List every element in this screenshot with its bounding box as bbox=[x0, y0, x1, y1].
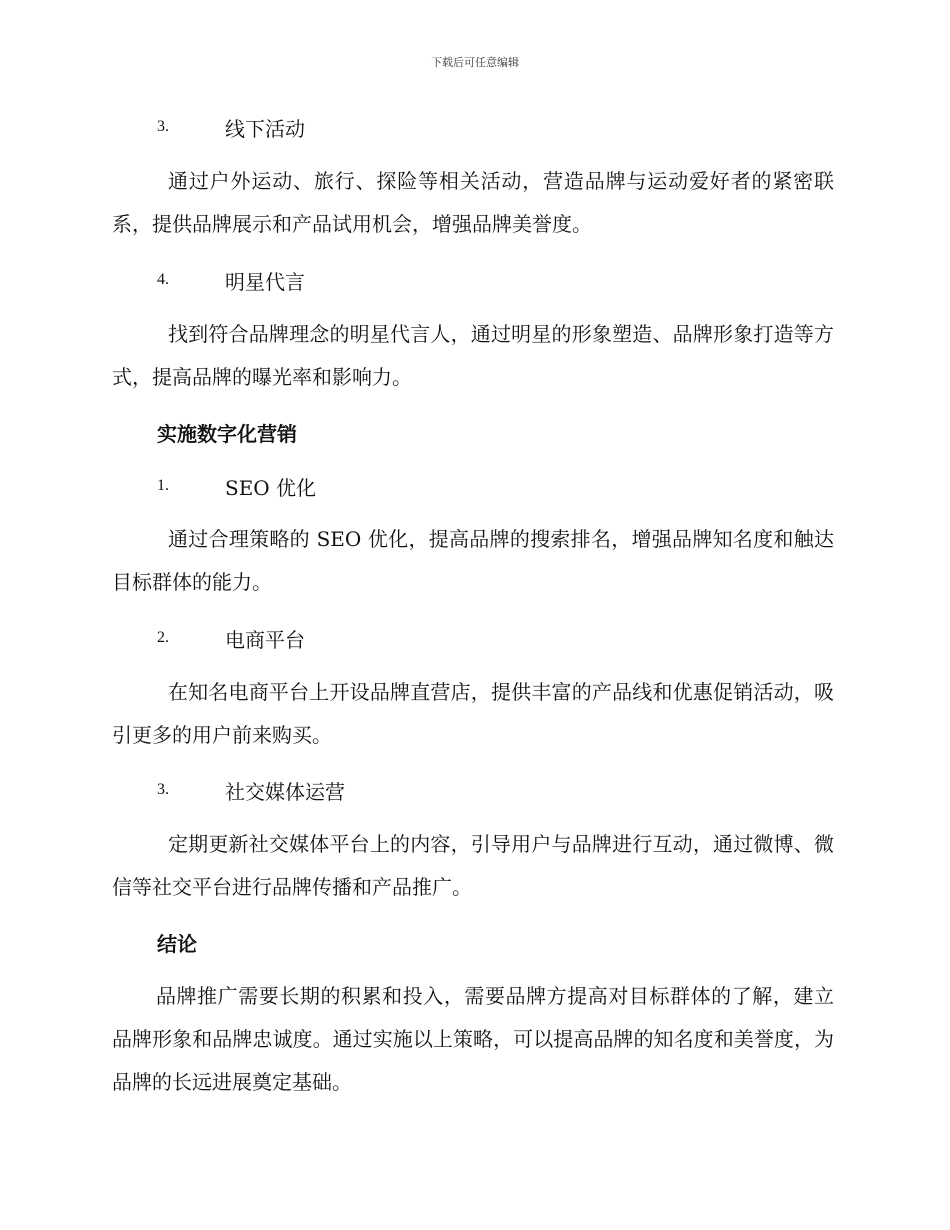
list-item-ecommerce bbox=[157, 623, 305, 653]
item-number: 3. bbox=[157, 781, 169, 798]
item-number: 4. bbox=[157, 271, 169, 288]
paragraph-offline-activities: 通过户外运动、旅行、探险等相关活动，营造品牌与运动爱好者的紧密联系，提供品牌展示和产品试用机会，增强品牌美誉度。 bbox=[112, 169, 834, 236]
item-number: 1. bbox=[157, 477, 169, 494]
item-label: 明星代言 bbox=[225, 269, 305, 294]
list-item-seo bbox=[157, 471, 316, 501]
section-heading-conclusion: 结论 bbox=[157, 931, 197, 956]
item-number: 3. bbox=[157, 118, 169, 135]
paragraph-seo: 通过合理策略的 SEO 优化，提高品牌的搜索排名，增强品牌知名度和触达目标群体的能力。 bbox=[112, 527, 834, 594]
list-item-social-media bbox=[157, 775, 345, 805]
paragraph-celebrity-endorsement: 找到符合品牌理念的明星代言人，通过明星的形象塑造、品牌形象打造等方式，提高品牌的曝光率和影响力。 bbox=[112, 322, 834, 389]
item-label: 线下活动 bbox=[225, 116, 305, 141]
item-label: 社交媒体运营 bbox=[225, 779, 345, 804]
section-heading-digital-marketing: 实施数字化营销 bbox=[157, 421, 297, 446]
item-number: 2. bbox=[157, 629, 169, 646]
paragraph-ecommerce: 在知名电商平台上开设品牌直营店，提供丰富的产品线和优惠促销活动，吸引更多的用户前来购买。 bbox=[112, 680, 834, 747]
paragraph-social-media: 定期更新社交媒体平台上的内容，引导用户与品牌进行互动，通过微博、微信等社交平台进行品牌传播和产品推广。 bbox=[112, 832, 834, 899]
item-label: 电商平台 bbox=[225, 627, 305, 652]
item-label: SEO 优化 bbox=[225, 475, 317, 500]
list-item-offline-activities bbox=[157, 112, 305, 142]
paragraph-conclusion: 品牌推广需要长期的积累和投入，需要品牌方提高对目标群体的了解，建立品牌形象和品牌忠诚度。通过实施以上策略，可以提高品牌的知名度和美誉度，为品牌的长远进展奠定基础。 bbox=[112, 984, 834, 1094]
header-note: 下载后可任意编辑 bbox=[431, 56, 519, 69]
list-item-celebrity-endorsement bbox=[157, 265, 305, 295]
